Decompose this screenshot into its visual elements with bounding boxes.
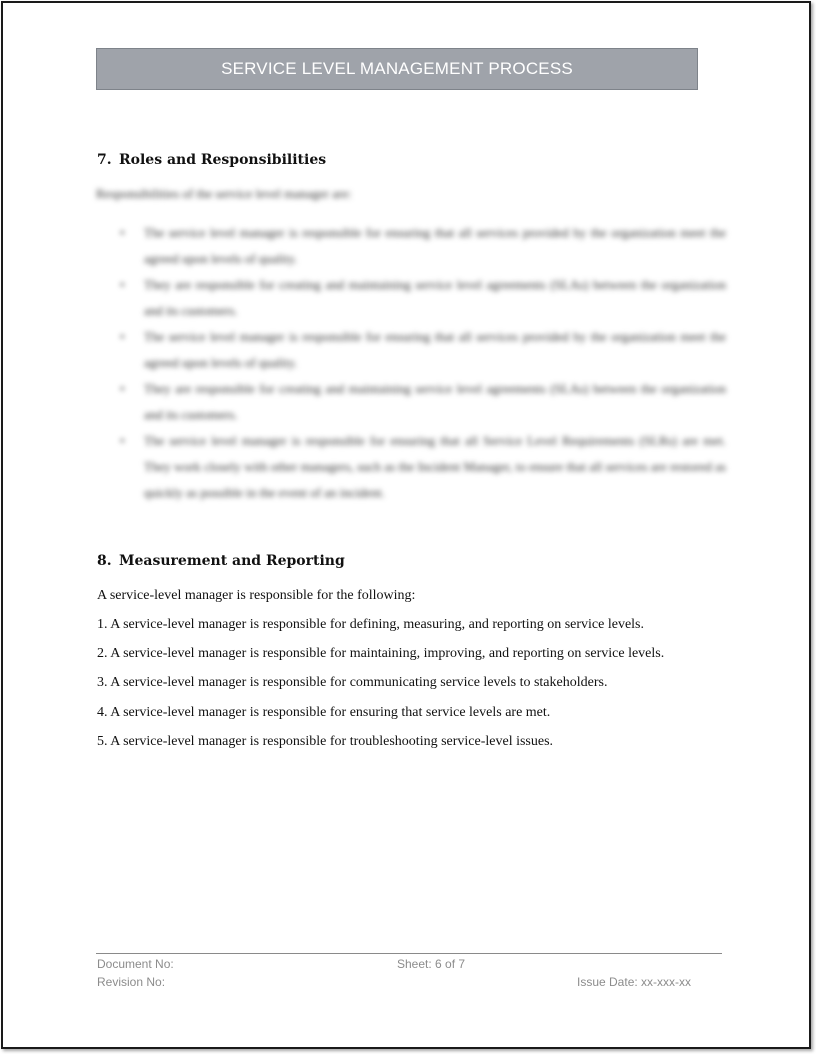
document-title-banner xyxy=(96,48,698,90)
section-8-heading xyxy=(97,553,345,569)
footer-revision-no: Revision No: xyxy=(97,975,166,989)
footer-issue-date: Issue Date: xx-xxx-xx xyxy=(577,975,692,989)
section-7-intro: Responsibilities of the service level manager are: xyxy=(96,186,352,201)
section-8-intro: A service-level manager is responsible for the following: xyxy=(97,588,416,603)
section-8-item: 1. A service-level manager is responsible for defining, measuring, and reporting on service levels. xyxy=(97,617,644,632)
section-7-bullet: • The service level manager is responsible for ensuring that all Service Level Requirements (SLRs) are met. They work closely with other managers, such as the Incident Manager, to ensure that all services are restored as quickly as possible in the event of an incident. xyxy=(144,428,726,506)
footer-divider xyxy=(96,953,722,954)
section-7-title: Roles and Responsibilities xyxy=(119,152,327,168)
section-7-bullet-list xyxy=(96,220,726,506)
footer-document-no: Document No: xyxy=(97,957,174,971)
section-8-title: Measurement and Reporting xyxy=(119,553,345,569)
section-8-number: 8. xyxy=(97,553,112,569)
section-8-item: 3. A service-level manager is responsible for communicating service levels to stakeholders. xyxy=(97,675,608,690)
footer-sheet-number: Sheet: 6 of 7 xyxy=(397,957,466,971)
section-8-item: 2. A service-level manager is responsible for maintaining, improving, and reporting on service levels. xyxy=(97,646,665,661)
section-8-item: 4. A service-level manager is responsible for ensuring that service levels are met. xyxy=(97,705,551,720)
section-7-bullet: • The service level manager is responsible for ensuring that all services provided by the organization meet the agreed upon levels of quality. xyxy=(144,220,726,272)
section-7-bullet: • They are responsible for creating and maintaining service level agreements (SLAs) between the organization and its customers. xyxy=(144,272,726,324)
document-title: SERVICE LEVEL MANAGEMENT PROCESS xyxy=(221,59,573,78)
section-7-bullet: • They are responsible for creating and maintaining service level agreements (SLAs) between the organization and its customers. xyxy=(144,376,726,428)
section-8-item: 5. A service-level manager is responsible for troubleshooting service-level issues. xyxy=(97,734,554,749)
section-7-number: 7. xyxy=(97,152,112,168)
section-7-blurred-content xyxy=(96,182,726,506)
section-7-bullet: • The service level manager is responsible for ensuring that all services provided by the organization meet the agreed upon levels of quality. xyxy=(144,324,726,376)
section-7-heading xyxy=(97,152,326,168)
